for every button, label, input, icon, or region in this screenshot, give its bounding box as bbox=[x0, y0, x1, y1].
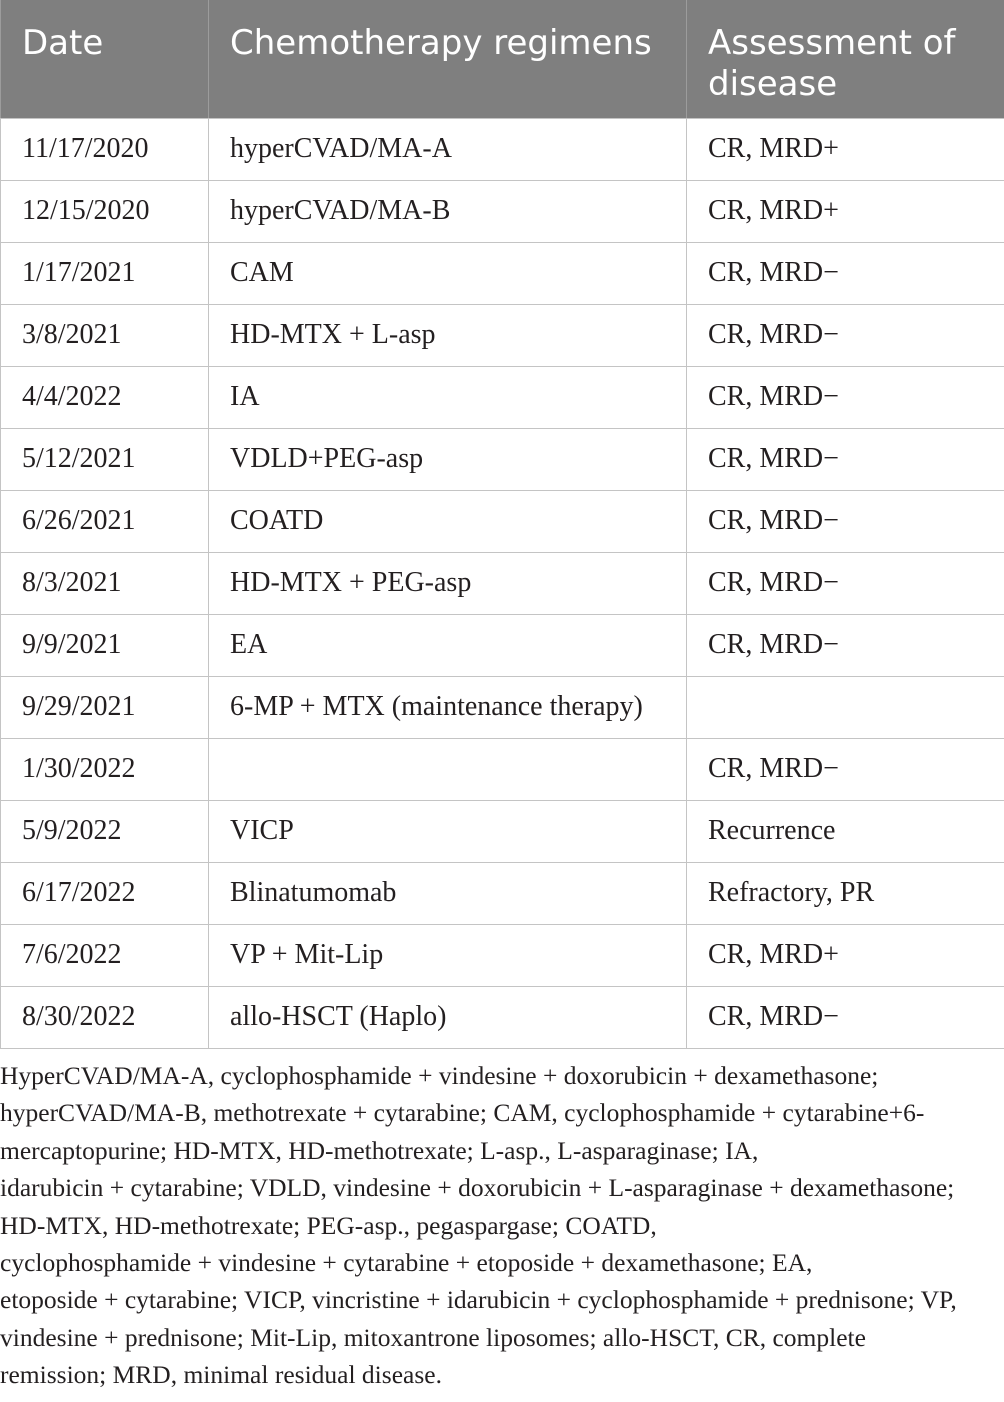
cell-assessment: Refractory, PR bbox=[687, 862, 1004, 924]
table-row bbox=[1, 924, 1004, 986]
table-row bbox=[1, 180, 1004, 242]
cell-regimen: VP + Mit-Lip bbox=[209, 924, 687, 986]
footnote-line: HD-MTX, HD-methotrexate; PEG-asp., pegaspargase; COATD, bbox=[0, 1210, 657, 1240]
cell-regimen: HD-MTX + L-asp bbox=[209, 304, 687, 366]
footnote-line: remission; MRD, minimal residual disease. bbox=[0, 1360, 442, 1390]
table-row bbox=[1, 552, 1004, 614]
cell-assessment: CR, MRD− bbox=[687, 304, 1004, 366]
footnote-line: idarubicin + cytarabine; VDLD, vindesine + doxorubicin + L-asparaginase + dexamethasone; bbox=[0, 1173, 955, 1203]
table-footnote bbox=[0, 1057, 1004, 1394]
cell-date: 6/17/2022 bbox=[1, 862, 209, 924]
cell-regimen: CAM bbox=[209, 242, 687, 304]
cell-date: 1/30/2022 bbox=[1, 738, 209, 800]
table-row bbox=[1, 986, 1004, 1048]
footnote-line: HyperCVAD/MA-A, cyclophosphamide + vindesine + doxorubicin + dexamethasone; bbox=[0, 1061, 879, 1090]
table-header-row bbox=[1, 0, 1004, 118]
cell-date: 3/8/2021 bbox=[1, 304, 209, 366]
cell-assessment: CR, MRD− bbox=[687, 986, 1004, 1048]
table-row bbox=[1, 366, 1004, 428]
cell-assessment: CR, MRD+ bbox=[687, 180, 1004, 242]
cell-regimen: Blinatumomab bbox=[209, 862, 687, 924]
cell-regimen: EA bbox=[209, 614, 687, 676]
cell-date: 11/17/2020 bbox=[1, 118, 209, 180]
cell-regimen: hyperCVAD/MA-B bbox=[209, 180, 687, 242]
cell-date: 8/3/2021 bbox=[1, 552, 209, 614]
cell-assessment: CR, MRD+ bbox=[687, 924, 1004, 986]
footnote-line: etoposide + cytarabine; VICP, vincristine + idarubicin + cyclophosphamide + prednisone; VP, bbox=[0, 1285, 957, 1315]
table-row bbox=[1, 304, 1004, 366]
cell-regimen: hyperCVAD/MA-A bbox=[209, 118, 687, 180]
cell-assessment bbox=[687, 676, 1004, 738]
cell-date: 1/17/2021 bbox=[1, 242, 209, 304]
header-assessment: Assessment of disease bbox=[687, 0, 1004, 118]
cell-date: 5/9/2022 bbox=[1, 800, 209, 862]
footnote-line: hyperCVAD/MA-B, methotrexate + cytarabine; CAM, cyclophosphamide + cytarabine+6- bbox=[0, 1098, 925, 1128]
header-date: Date bbox=[1, 0, 209, 118]
cell-date: 9/9/2021 bbox=[1, 614, 209, 676]
cell-assessment: Recurrence bbox=[687, 800, 1004, 862]
table-row bbox=[1, 490, 1004, 552]
footnote-line: mercaptopurine; HD-MTX, HD-methotrexate; L-asp., L-asparaginase; IA, bbox=[0, 1135, 759, 1165]
cell-assessment: CR, MRD− bbox=[687, 552, 1004, 614]
cell-assessment: CR, MRD− bbox=[687, 490, 1004, 552]
cell-date: 12/15/2020 bbox=[1, 180, 209, 242]
cell-regimen: 6-MP + MTX (maintenance therapy) bbox=[209, 676, 687, 738]
cell-regimen bbox=[209, 738, 687, 800]
footnote-line: cyclophosphamide + vindesine + cytarabine + etoposide + dexamethasone; EA, bbox=[0, 1248, 813, 1278]
table-row bbox=[1, 614, 1004, 676]
cell-date: 4/4/2022 bbox=[1, 366, 209, 428]
table-row bbox=[1, 800, 1004, 862]
cell-regimen: HD-MTX + PEG-asp bbox=[209, 552, 687, 614]
cell-date: 8/30/2022 bbox=[1, 986, 209, 1048]
cell-assessment: CR, MRD− bbox=[687, 242, 1004, 304]
table-row bbox=[1, 118, 1004, 180]
footnote-line: vindesine + prednisone; Mit-Lip, mitoxantrone liposomes; allo-HSCT, CR, complete bbox=[0, 1322, 866, 1352]
cell-regimen: allo-HSCT (Haplo) bbox=[209, 986, 687, 1048]
header-regimen: Chemotherapy regimens bbox=[209, 0, 687, 118]
cell-date: 6/26/2021 bbox=[1, 490, 209, 552]
table-row bbox=[1, 862, 1004, 924]
table-row bbox=[1, 428, 1004, 490]
table-row bbox=[1, 242, 1004, 304]
cell-assessment: CR, MRD− bbox=[687, 366, 1004, 428]
cell-regimen: VICP bbox=[209, 800, 687, 862]
cell-assessment: CR, MRD+ bbox=[687, 118, 1004, 180]
cell-assessment: CR, MRD− bbox=[687, 428, 1004, 490]
cell-assessment: CR, MRD− bbox=[687, 738, 1004, 800]
cell-regimen: VDLD+PEG-asp bbox=[209, 428, 687, 490]
cell-assessment: CR, MRD− bbox=[687, 614, 1004, 676]
cell-regimen: IA bbox=[209, 366, 687, 428]
cell-date: 5/12/2021 bbox=[1, 428, 209, 490]
cell-date: 9/29/2021 bbox=[1, 676, 209, 738]
table-row bbox=[1, 676, 1004, 738]
table-row bbox=[1, 738, 1004, 800]
cell-regimen: COATD bbox=[209, 490, 687, 552]
cell-date: 7/6/2022 bbox=[1, 924, 209, 986]
